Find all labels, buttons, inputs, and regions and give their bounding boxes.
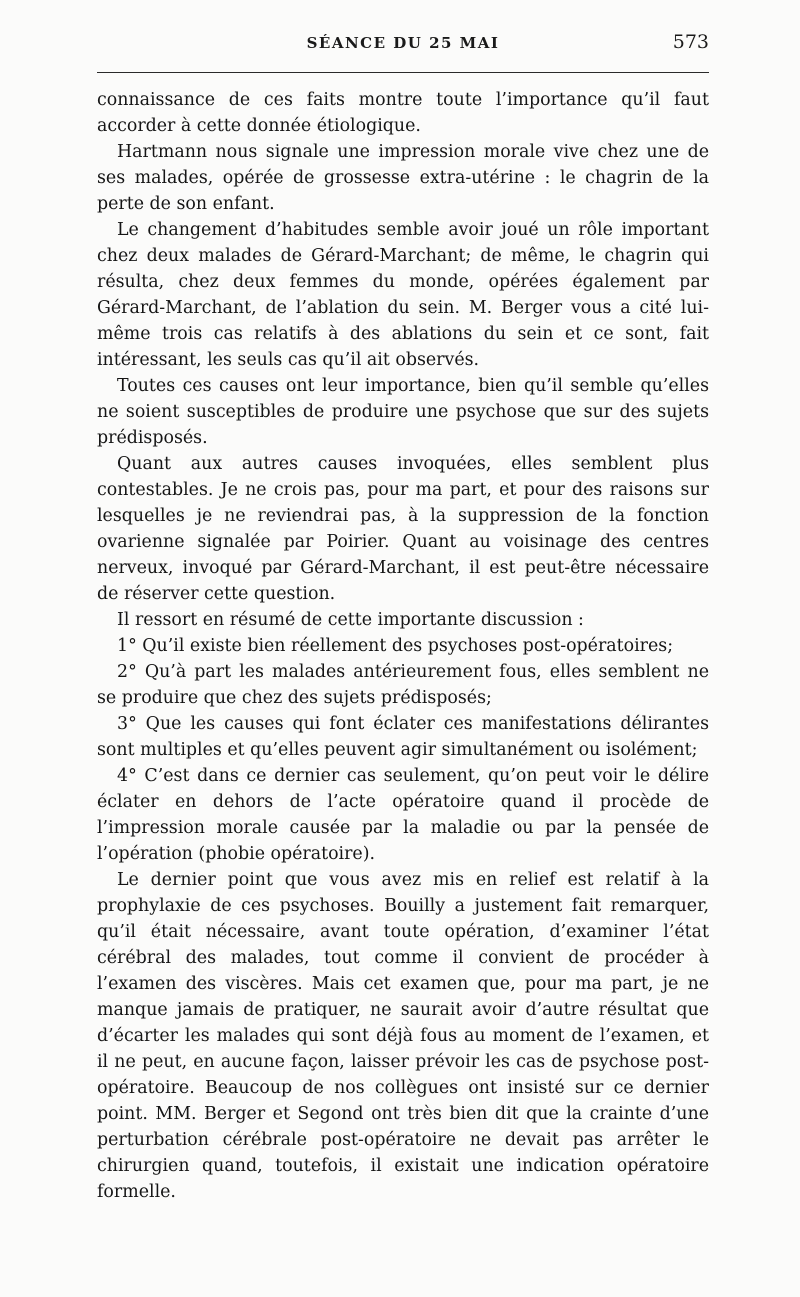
- header-rule: [97, 72, 709, 73]
- conclusion-item-3: 3° Que les causes qui font éclater ces manifestations délirantes sont multiples et qu’elles peuvent agir simultanément ou isolément;: [97, 714, 709, 760]
- page-number: 573: [672, 31, 709, 53]
- running-title: SÉANCE DU 25 MAI: [306, 34, 500, 52]
- conclusion-item-1: 1° Qu’il existe bien réellement des psychoses post-opératoires;: [117, 636, 674, 656]
- paragraph-autres-causes: Quant aux autres causes invoquées, elles semblent plus contestables. Je ne crois pas, pour ma part, et pour des raisons sur lesquelles je ne reviendrai pas, à la suppression de la fonction ovarienne signalée par Poirier. Quant au voisinage des centres nerveux, invoqué par Gérard-Marchant, il est peut-être nécessaire de réserver cette question.: [97, 454, 709, 604]
- conclusion-item-4: 4° C’est dans ce dernier cas seulement, qu’on peut voir le délire éclater en dehors de l’acte opératoire quand il procède de l’impression morale causée par la maladie ou par la pensée de l’opération (phobie opératoire).: [97, 766, 709, 864]
- paragraph-habitudes: Le changement d’habitudes semble avoir joué un rôle important chez deux malades de Gérard-Marchant; de même, le chagrin qui résulta, chez deux femmes du monde, opérées également par Gérard-Marchant, de l’ablation du sein. M. Berger vous a cité lui-même trois cas relatifs à des ablations du sein et ce sont, fait intéressant, les seuls cas qu’il ait observés.: [97, 220, 709, 370]
- running-head: [97, 31, 709, 58]
- paragraph-causes: Toutes ces causes ont leur importance, bien qu’il semble qu’elles ne soient susceptibles de produire une psychose que sur des sujets prédisposés.: [97, 376, 709, 448]
- paragraph-hartmann: Hartmann nous signale une impression morale vive chez une de ses malades, opérée de grossesse extra-utérine : le chagrin de la perte de son enfant.: [97, 142, 709, 214]
- paragraph-continued: connaissance de ces faits montre toute l’importance qu’il faut accorder à cette donnée étiologique.: [97, 90, 709, 136]
- paragraph-resume: Il ressort en résumé de cette importante discussion :: [117, 610, 584, 630]
- paragraph-prophylaxie: Le dernier point que vous avez mis en relief est relatif à la prophylaxie de ces psychoses. Bouilly a justement fait remarquer, qu’il était nécessaire, avant toute opération, d’examiner l’état cérébral des malades, tout comme il convient de procéder à l’examen des viscères. Mais cet examen que, pour ma part, je ne manque jamais de pratiquer, ne saurait avoir d’autre résultat que d’écarter les malades qui sont déjà fous au moment de l’examen, et il ne peut, en aucune façon, laisser prévoir les cas de psychose post-opératoire. Beaucoup de nos collègues ont insisté sur ce dernier point. MM. Berger et Segond ont très bien dit que la crainte d’une perturbation cérébrale post-opératoire ne devait pas arrêter le chirurgien quand, toutefois, il existait une indication opératoire formelle.: [97, 870, 709, 1202]
- body-text: [97, 87, 709, 1205]
- conclusion-item-2: 2° Qu’à part les malades antérieurement fous, elles semblent ne se produire que chez des sujets prédisposés;: [97, 662, 709, 708]
